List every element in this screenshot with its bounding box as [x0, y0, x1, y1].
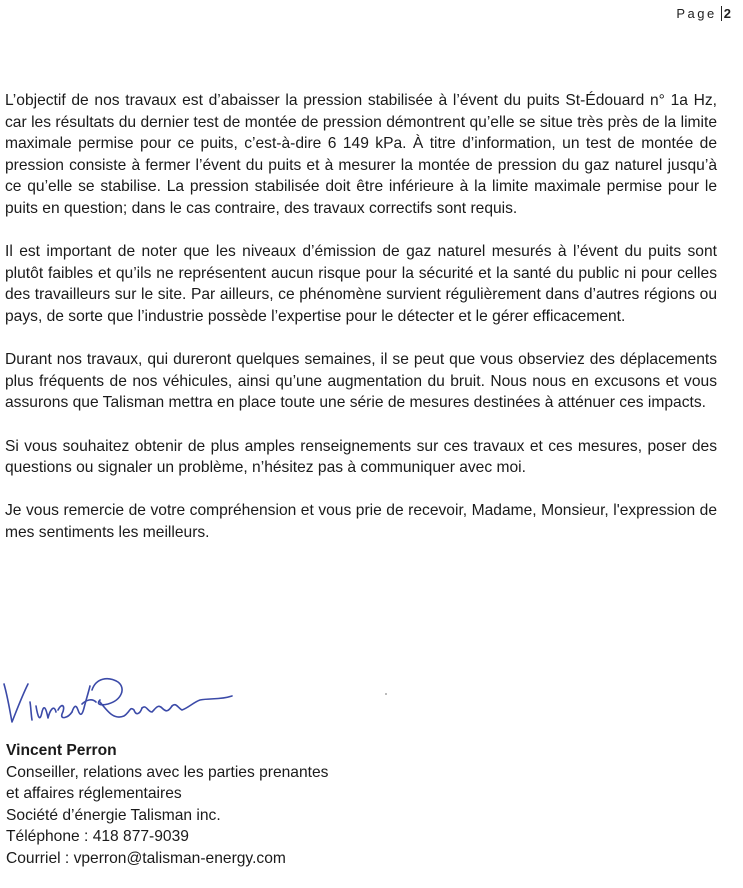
email-address: Courriel : vperron@talisman-energy.com [6, 849, 286, 867]
scan-speck [385, 693, 387, 695]
signature-block [6, 740, 328, 870]
page-number: 2 [723, 6, 731, 21]
page-header [676, 6, 731, 21]
paragraph-contact: Si vous souhaitez obtenir de plus amples renseignements sur ces travaux et ces mesures, poser des questions ou signaler un problème, n’hésitez pas à communiquer avec moi. [5, 437, 717, 477]
company-name: Société d’énergie Talisman inc. [6, 806, 221, 824]
paragraph-emissions: Il est important de noter que les niveaux d’émission de gaz naturel mesurés à l’évent du puits sont plutôt faibles et qu’ils ne représentent aucun risque pour la sécurité et la santé du public ni pour celles des travailleurs sur le site. Par ailleurs, ce phénomène survient régulièrement dans d’autres régions ou pays, de sorte que l’industrie possède l’expertise pour le détecter et le gérer efficacement. [5, 243, 717, 325]
page-separator [721, 6, 722, 21]
handwritten-signature [0, 672, 240, 734]
letter-body [5, 90, 717, 565]
signatory-name: Vincent Perron [6, 742, 117, 759]
paragraph-works: Durant nos travaux, qui dureront quelques semaines, il se peut que vous observiez des déplacements plus fréquents de nos véhicules, ainsi qu’une augmentation du bruit. Nous nous en excusons et vous assurons que Talisman mettra en place toute une série de mesures destinées à atténuer ces impacts. [5, 351, 717, 412]
page-label: Page [676, 6, 717, 21]
paragraph-closing: Je vous remercie de votre compréhension et vous prie de recevoir, Madame, Monsieur, l'expression de mes sentiments les meilleurs. [5, 502, 717, 541]
phone-number: Téléphone : 418 877-9039 [6, 828, 189, 846]
signatory-title-line-1: Conseiller, relations avec les parties prenantes [6, 763, 329, 781]
paragraph-objective: L’objectif de nos travaux est d’abaisser la pression stabilisée à l’évent du puits St-Édouard n° 1a Hz, car les résultats du dernier test de montée de pression démontrent qu’elle se situe très près de la limite maximale permise pour ce puits, c’est-à-dire 6 149 kPa. À titre d’information, un test de montée de pression consiste à fermer l’évent du puits et à mesurer la montée de pression du gaz naturel jusqu’à ce qu’elle se stabilise. La pression stabilisée doit être inférieure à la limite maximale permise pour le puits en question; dans le cas contraire, des travaux correctifs sont requis. [5, 92, 717, 217]
signatory-title-line-2: et affaires réglementaires [6, 785, 182, 803]
